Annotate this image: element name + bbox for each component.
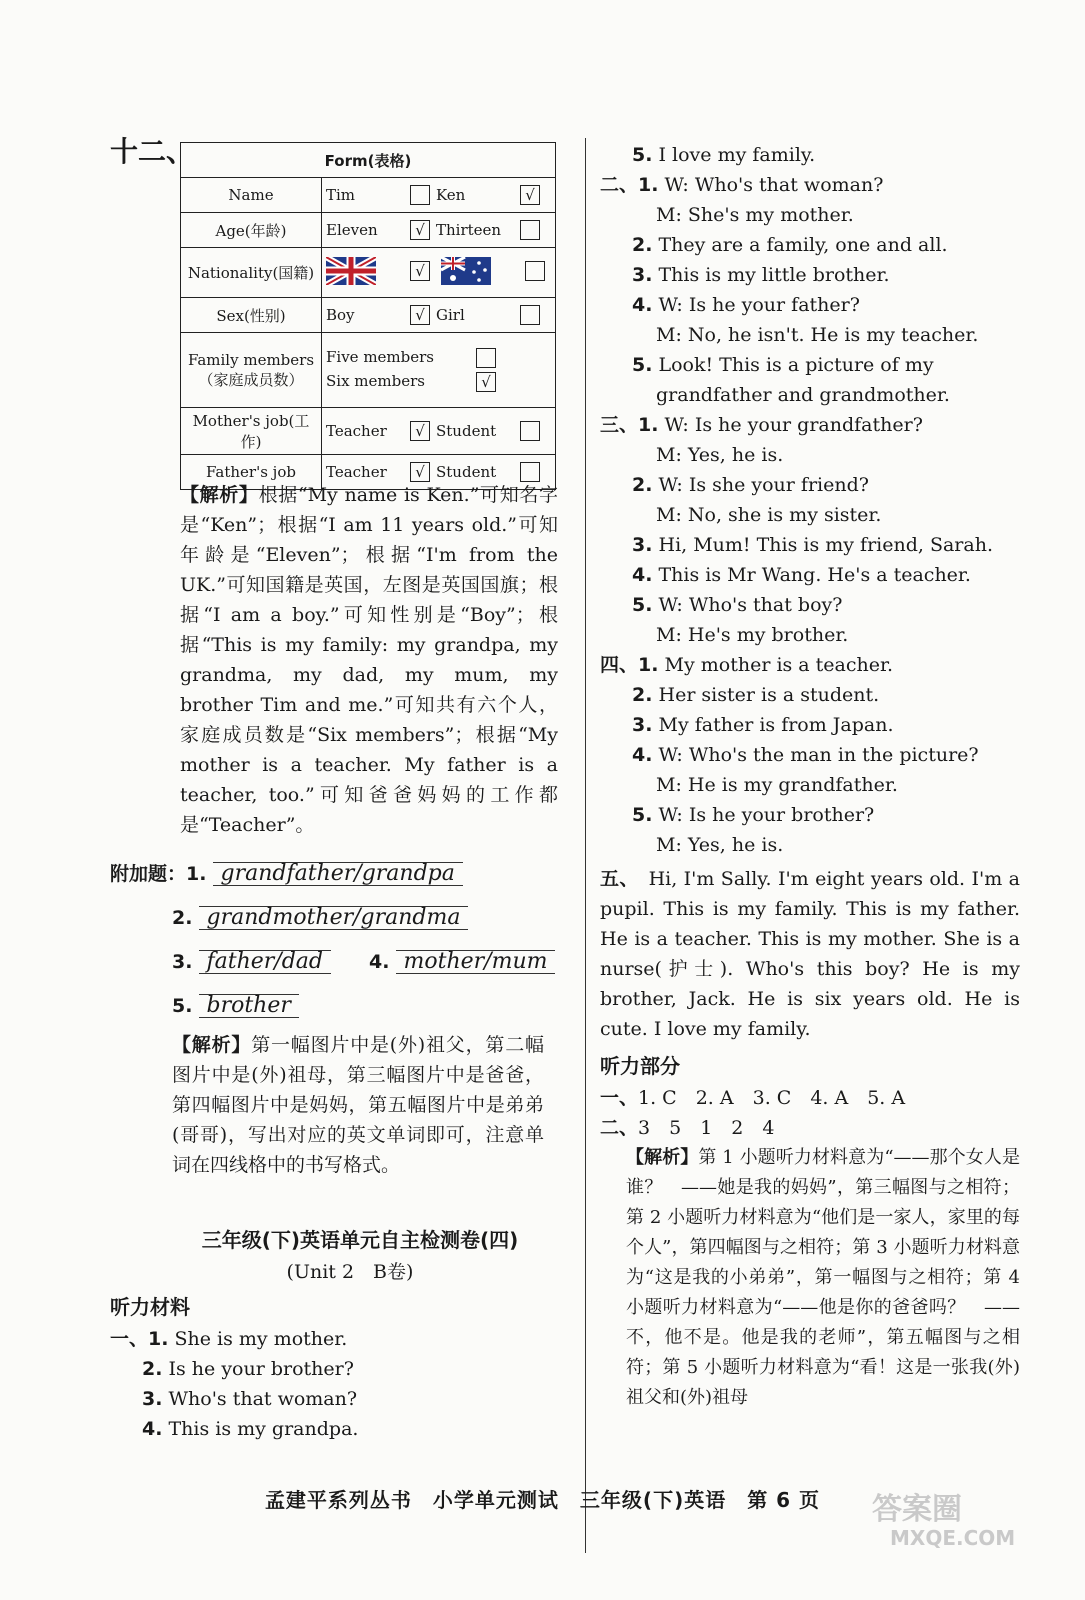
answer-5: brother [199,994,299,1018]
explanation-1: 【解析】根据“My name is Ken.”可知名字是“Ken”；根据“I am 11 years old.”可知年龄是“Eleven”；根据“I'm from the UK.”可知国籍是英国，左图是英国国旗；根据“I am a boy.”可知性别是“Boy”；根据“This is my family: my grandpa, my grandma, my dad, my mum, my brother Tim and me.”可知共有六个人，家庭成员数是“Six members”；根据“My mother is a teacher. My father is a teacher, too.”可知爸爸妈妈的工作都是“Teacher”。 [180,484,558,836]
form-row-sex: Sex(性别) Boy √ Girl [181,298,556,333]
watermark-url: MXQE.COM [890,1526,1016,1550]
column-divider [585,138,586,1553]
uk-flag-icon [326,257,376,285]
extra-question: 附加题：1. grandfather/grandpa 2. grandmother/grandma 3. father/dad 4. mother/mum 5. brother [110,852,570,1028]
answer-2: grandmother/grandma [199,906,469,930]
form-row-age: Age(年龄) Eleven √ Thirteen [181,213,556,248]
answers-heading: 听力部分 [600,1054,680,1078]
answer-3: father/dad [199,950,332,974]
checkbox [476,348,496,368]
form-row-family: Family members （家庭成员数） Five members Six members √ [181,333,556,408]
checkbox [520,220,540,240]
checkbox: √ [520,185,540,205]
checkbox: √ [410,421,430,441]
checkbox [410,185,430,205]
checkbox [520,305,540,325]
checkbox [520,421,540,441]
checkbox: √ [476,372,496,392]
watermark-logo: 答案圈 [872,1492,962,1527]
checkbox [525,261,545,281]
answer-4: mother/mum [396,950,556,974]
checkbox: √ [410,305,430,325]
right-column: 5. I love my family. 二、1. W: Who's that woman? M: She's my mother. 2. They are a family, one and all. 3. This is my little brother. 4. W: Is he your father? M: No, he isn't. He is my teacher. 5. Look! This is a picture of my grandfather and grandmother. 三、1. W: Is he your grandfather? M: Yes, he is. 2. W: Is she your friend? M: No, she is my sister. 3. Hi, Mum! This is my friend, Sarah. 4. This is Mr Wang. He's a teacher. 5. W: Who's that boy? M: He's my brother. 四、1. My mother is a teacher. 2. Her sister is a student. 3. My father is from Japan. 4. W: Who's the man in the picture? M: He is my grandfather. 5. W: Is he your brother? M: Yes, he is. 五、 Hi, I'm Sally. I'm eight years old. I'm a pupil. This is my family. This is my father. He is a teacher. This is my mother. She is a nurse(护士). Who's this boy? He is my brother, Jack. He is six years old. He is cute. I love my family. 听力部分 一、1. C 2. A 3. C 4. A 5. A 二、3 5 1 2 4 【解析】第 1 小题听力材料意为“——那个女人是谁？ ——她是我的妈妈”，第三幅图与之相符；第 2 小题听力材料意为“他们是一家人，家里的每个人”，第四幅图与之相符；第 3 小题听力材料意为“这是我的小弟弟”，第一幅图与之相符；第 4 小题听力材料意为“——他是你的爸爸吗？ ——不，他不是。他是我的老师”，第五幅图与之相符；第 5 小题听力材料意为“看！这是一张我(外)祖父和(外)祖母 [600,140,1020,1413]
form-row-name: Name Tim Ken √ [181,178,556,213]
answer-1: grandfather/grandpa [213,862,463,886]
test-title: 三年级(下)英语单元自主检测卷(四) [201,1228,519,1252]
form-title: Form(表格) [181,143,556,178]
australia-flag-icon [441,257,491,285]
checkbox: √ [410,462,430,482]
form-row-mother-job: Mother's job(工作) Teacher √ Student [181,408,556,455]
explanation-2: 【解析】第一幅图片中是(外)祖父，第二幅图片中是(外)祖母，第三幅图片中是爸爸，第四幅图片中是妈妈，第五幅图片中是弟弟(哥哥)，写出对应的英文单词即可，注意单词在四线格中的书写格式。 [172,1034,544,1176]
question-number: 十二、 [110,135,195,168]
form-table [180,142,556,490]
checkbox: √ [410,261,430,281]
test-4-section: 三年级(下)英语单元自主检测卷(四) (Unit 2 B卷) 听力材料 一、1. She is my mother. 2. Is he your brother? 3. Who's that woman? 4. This is my grandpa. [110,1220,570,1444]
page-footer: 孟建平系列丛书 小学单元测试 三年级(下)英语 第 6 页 [264,1488,821,1512]
form-row-father-job: Father's job Teacher √ Student [181,455,556,490]
checkbox: √ [410,220,430,240]
form-row-nationality: Nationality(国籍) √ [181,248,556,298]
checkbox [520,462,540,482]
explanation-3: 【解析】第 1 小题听力材料意为“——那个女人是谁？ ——她是我的妈妈”，第三幅图与之相符；第 2 小题听力材料意为“他们是一家人，家里的每个人”，第四幅图与之相符；第 3 小题听力材料意为“这是我的小弟弟”，第一幅图与之相符；第 4 小题听力材料意为“——他是你的爸爸吗？ ——不，他不是。他是我的老师”，第五幅图与之相符；第 5 小题听力材料意为“看！这是一张我(外)祖父和(外)祖母 [626,1147,1020,1408]
listening-material-heading: 听力材料 [110,1295,190,1319]
test-subtitle: (Unit 2 B卷) [286,1261,414,1283]
